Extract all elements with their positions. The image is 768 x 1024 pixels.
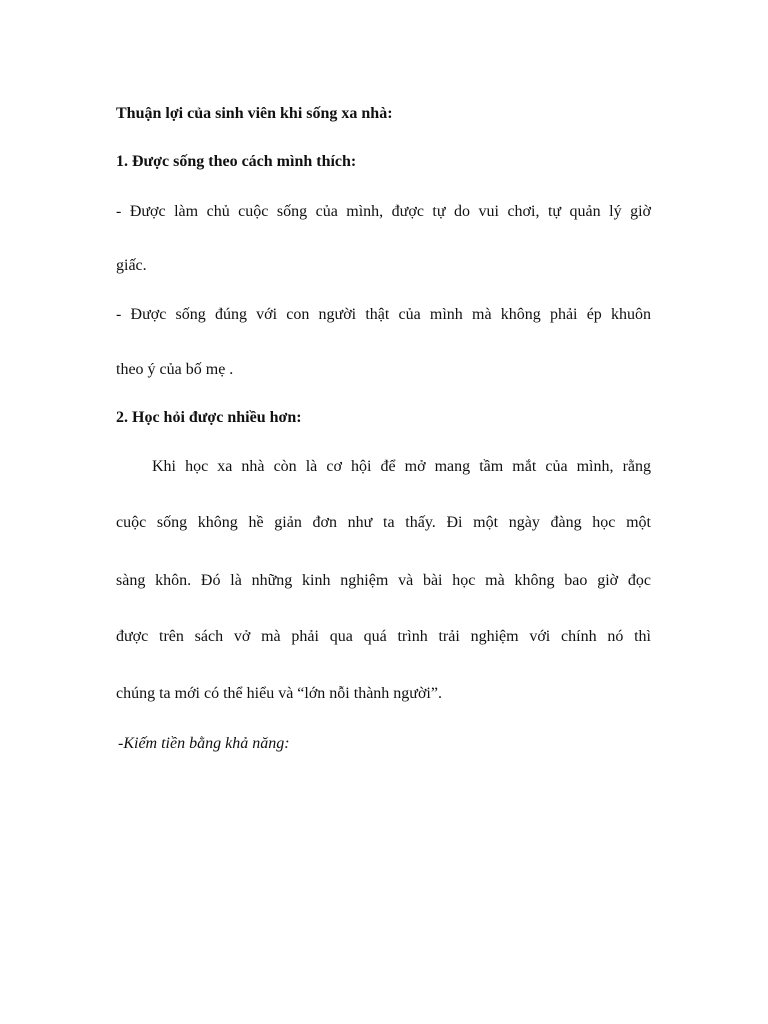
section-2-heading: 2. Học hỏi được nhiều hơn:: [116, 409, 302, 426]
bullet-1-line-2: giấc.: [116, 257, 147, 274]
bullet-1-line-1: - Được làm chủ cuộc sống của mình, được tự do vui chơi, tự quản lý giờ: [116, 203, 651, 220]
document-title: Thuận lợi của sinh viên khi sống xa nhà:: [116, 105, 393, 122]
paragraph-line-5: chúng ta mới có thể hiểu và “lớn nỗi thành người”.: [116, 685, 442, 702]
bullet-2-line-1: - Được sống đúng với con người thật của mình mà không phải ép khuôn: [116, 306, 651, 323]
paragraph-line-2: cuộc sống không hề giản đơn như ta thấy. Đi một ngày đàng học một: [116, 514, 651, 531]
section-3-heading: -Kiếm tiền bằng khả năng:: [118, 735, 290, 752]
paragraph-line-1: Khi học xa nhà còn là cơ hội để mở mang tầm mắt của mình, rằng: [152, 458, 651, 475]
bullet-2-line-2: theo ý của bố mẹ .: [116, 361, 234, 378]
paragraph-line-3: sàng khôn. Đó là những kinh nghiệm và bài học mà không bao giờ đọc: [116, 572, 651, 589]
section-1-heading: 1. Được sống theo cách mình thích:: [116, 153, 357, 170]
paragraph-line-4: được trên sách vở mà phải qua quá trình trải nghiệm với chính nó thì: [116, 628, 651, 645]
